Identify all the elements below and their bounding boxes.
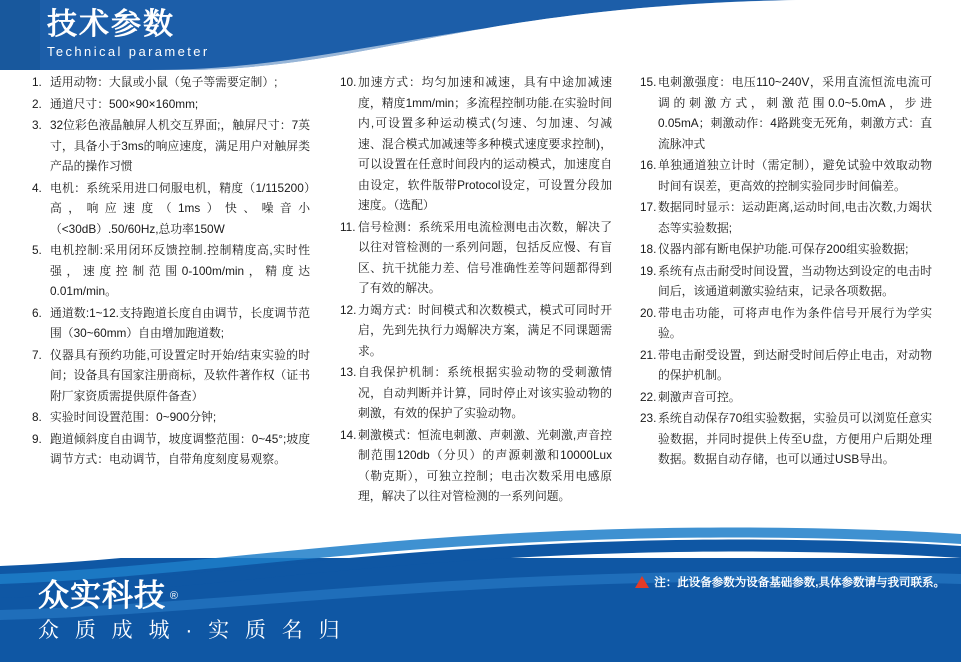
spec-item-text: 32位彩色液晶触屏人机交互界面;，触屏尺寸：7英寸，具备小于3ms的响应速度，满足用户对触屏类产品的操作习惯 <box>50 118 310 173</box>
spec-item-text: 系统自动保存70组实验数据，实验员可以浏览任意实验数据，并同时提供上传至U盘，方便用户后期处理数据。数据自动存储，也可以通过USB导出。 <box>658 411 932 466</box>
spec-item <box>32 303 310 344</box>
spec-column-2 <box>340 72 612 508</box>
spec-item-text: 电机控制:采用闭环反馈控制.控制精度高,实时性强，速度控制范围0-100m/min，精度达0.01m/min。 <box>50 243 310 298</box>
spec-item <box>32 115 310 177</box>
page-footer <box>0 558 961 662</box>
registered-trademark-icon: ® <box>169 590 179 602</box>
spec-item-text: 仪器内部有断电保护功能.可保存200组实验数据; <box>658 242 909 256</box>
spec-item-text: 电机：系统采用进口伺服电机，精度（1/115200）高，响应速度（1ms）快、噪音小（<30dB）.50/60Hz,总功率150W <box>50 180 310 236</box>
spec-item <box>32 94 310 115</box>
page-title <box>47 8 210 61</box>
spec-item-number: 20. <box>640 305 657 320</box>
spec-item <box>32 407 310 428</box>
warning-triangle-icon <box>635 576 649 588</box>
page-header <box>0 0 961 70</box>
spec-item <box>32 429 310 470</box>
page-title-en: Technical parameter <box>47 44 210 59</box>
spec-item-number: 6. <box>32 305 42 320</box>
spec-item-number: 17. <box>640 200 657 214</box>
spec-item-number: 4. <box>32 180 42 195</box>
spec-item-text: 带电击耐受设置，到达耐受时间后停止电击，对动物的保护机制。 <box>658 347 932 382</box>
spec-column-3 <box>640 72 932 471</box>
spec-item <box>340 425 612 507</box>
spec-item <box>340 72 612 216</box>
spec-item-number: 1. <box>32 75 42 89</box>
spec-item <box>340 300 612 362</box>
spec-column-1 <box>32 72 310 471</box>
spec-item-number: 11. <box>340 219 356 234</box>
footer-note-text: 注：此设备参数为设备基础参数,具体参数请与我司联系。 <box>654 577 945 589</box>
spec-item-text: 实验时间设置范围：0~900分钟; <box>50 410 217 424</box>
spec-item-number: 13. <box>340 365 357 379</box>
spec-item-number: 10. <box>340 75 357 89</box>
page-title-cn: 技术参数 <box>47 8 175 41</box>
spec-item <box>640 261 932 302</box>
spec-item-number: 22. <box>640 389 657 404</box>
spec-item-text: 通道数:1~12.支持跑道长度自由调节，长度调节范围（30~60mm）自由增加跑道数; <box>50 305 310 340</box>
spec-item <box>640 303 932 344</box>
spec-item-text: 带电击功能，可将声电作为条件信号开展行为学实验。 <box>658 305 932 340</box>
spec-item <box>32 72 310 93</box>
spec-item-text: 仪器具有预约功能,可设置定时开始/结束实验的时间；设备具有国家注册商标，及软件著作权（证书附厂家资质需提供原件备查） <box>50 347 310 403</box>
spec-item-number: 5. <box>32 243 42 257</box>
company-slogan: 众 质 成 城 · 实 质 名 归 <box>38 619 345 642</box>
spec-item <box>640 387 932 408</box>
spec-item-number: 2. <box>32 96 42 111</box>
spec-item-text: 刺激模式：恒流电刺激、声刺激、光刺激,声音控制范围120db（分贝）的声源刺激和10000Lux（勒克斯），可独立控制；电击次数采用电感原理，解决了以往对管检测的一系列问题。 <box>358 427 612 503</box>
spec-item-number: 3. <box>32 118 42 132</box>
spec-item <box>340 217 612 299</box>
spec-item-text: 力竭方式：时间模式和次数模式，模式可同时开启，先到先执行力竭解决方案，满足不同课题需求。 <box>358 302 612 358</box>
spec-item <box>640 345 932 386</box>
company-name-text: 众实科技 <box>38 578 166 613</box>
spec-item-text: 适用动物：大鼠或小鼠（兔子等需要定制）; <box>50 75 278 89</box>
spec-item <box>640 72 932 154</box>
spec-item-text: 自我保护机制：系统根据实验动物的受刺激情况，自动判断并计算，同时停止对该实验动物的刺激，有效的保护了实验动物。 <box>358 365 612 420</box>
company-brand <box>38 578 345 646</box>
spec-item <box>32 240 310 302</box>
spec-item <box>32 178 310 240</box>
spec-item-number: 21. <box>640 347 657 362</box>
spec-item-number: 16. <box>640 158 657 172</box>
spec-item <box>640 239 932 260</box>
spec-item-text: 数据同时显示：运动距离,运动时间,电击次数,力竭状态等实验数据; <box>658 200 932 235</box>
spec-item-text: 刺激声音可控。 <box>658 389 741 404</box>
spec-item-number: 12. <box>340 302 357 317</box>
spec-item-number: 18. <box>640 242 657 256</box>
spec-item-text: 通道尺寸：500×90×160mm; <box>50 96 199 111</box>
spec-item <box>640 155 932 196</box>
footer-note <box>635 574 945 590</box>
spec-item-text: 系统有点击耐受时间设置，当动物达到设定的电击时间后，该通道刺激实验结束，记录各项数据。 <box>658 263 932 298</box>
spec-item-text: 信号检测：系统采用电流检测电击次数，解决了以往对管检测的一系列问题，包括反应慢、有盲区、抗干扰能力差、信号准确性差等问题都得到了有效的解决。 <box>358 219 612 295</box>
spec-item-number: 23. <box>640 411 657 425</box>
spec-item <box>640 197 932 238</box>
spec-item <box>640 408 932 470</box>
spec-item-text: 电刺激强度：电压110~240V，采用直流恒流电流可调的刺激方式，刺激范围0.0~5.0mA，步进0.05mA；刺激动作：4路跳变无死角，刺激方式：直流脉冲式 <box>658 75 932 151</box>
spec-content <box>0 72 961 562</box>
spec-item-number: 9. <box>32 431 42 446</box>
spec-item <box>32 345 310 407</box>
spec-item-number: 7. <box>32 347 42 362</box>
spec-item <box>340 362 612 424</box>
spec-item-number: 14. <box>340 427 357 442</box>
spec-item-text: 单独通道独立计时（需定制），避免试验中效取动物时间有误差，更高效的控制实验同步时间偏差。 <box>658 158 932 193</box>
spec-item-number: 19. <box>640 263 657 278</box>
spec-item-number: 8. <box>32 410 42 424</box>
spec-item-text: 跑道倾斜度自由调节，坡度调整范围：0~45°;坡度调节方式：电动调节，自带角度刻度易观察。 <box>50 431 310 466</box>
spec-item-number: 15. <box>640 75 657 89</box>
spec-item-text: 加速方式：均匀加速和减速，具有中途加减速度，精度1mm/min；多流程控制功能.在实验时间内,可设置多种运动模式(匀速、匀加速、匀减速、混合模式加减速等多种模式速度要求控制)，可以设置在任意时间段内的运动模式，加速度自由设定，软件版带Protocol设定，可设置分段加速度。（选配） <box>358 75 612 212</box>
company-name <box>38 578 179 614</box>
